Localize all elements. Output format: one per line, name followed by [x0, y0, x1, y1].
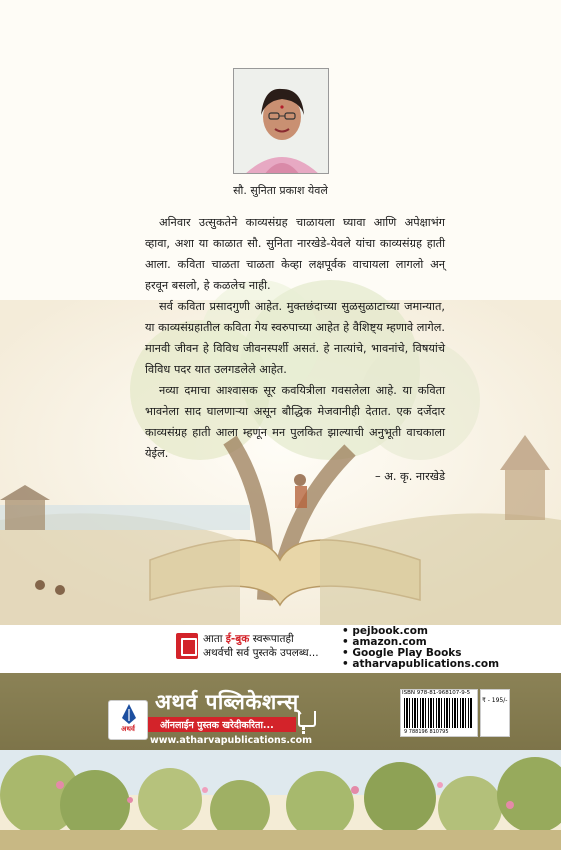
barcode-number: 9 788196 810795	[404, 729, 449, 735]
blurb-signature: – अ. कृ. नारखेडे	[374, 470, 445, 483]
ebook-line2: अथर्वची सर्व पुस्तके उपलब्ध...	[203, 647, 319, 659]
store-link-atharva[interactable]: • atharvapublications.com	[342, 659, 499, 670]
pen-nib-icon	[109, 701, 149, 727]
barcode-icon	[404, 698, 472, 728]
blurb-paragraph-1: अनिवार उत्सुकतेने काव्यसंग्रह चाळायला घ्यावा आणि अपेक्षाभंग व्हावा, अशा या काळात सौ. सुनिता नारखेडे-येवले यांचा काव्यसंग्रह हाती आला. कविता चाळता चाळता केव्हा लक्षपूर्वक वाचायला लागलो अन् हरवून बसलो, हे कळलेच नाही.	[145, 216, 445, 292]
publisher-logo-text: अथर्व	[121, 725, 135, 733]
ebook-availability-text	[203, 632, 319, 660]
blurb-paragraph-3: नव्या दमाचा आश्वासक सूर कवयित्रीला गवसलेला आहे. या कविता भावनेला साद घालणाऱ्या असून बौद्धिक मेजवानीही देतात. एक दर्जेदार काव्यसंग्रह हाती आला म्हणून मन पुलकित झाल्याची अनुभूती वाचकाला येईल.	[145, 384, 445, 460]
ebook-icon	[176, 633, 198, 659]
author-photo-caption: सौ. सुनिता प्रकाश येवले	[233, 184, 328, 197]
back-cover-blurb	[145, 212, 445, 487]
store-link-pejbook[interactable]: • pejbook.com	[342, 626, 499, 637]
store-link-amazon[interactable]: • amazon.com	[342, 637, 499, 648]
price-label: ₹ - 195/-	[482, 697, 508, 704]
shopping-cart-icon	[298, 711, 316, 727]
ebook-line1-prefix: आता	[203, 633, 226, 645]
publisher-url[interactable]: www.atharvapublications.com	[150, 735, 313, 746]
publisher-tagline: ऑनलाईन पुस्तक खरेदीकरिता...	[160, 720, 274, 731]
publisher-logo	[108, 700, 148, 740]
publisher-name: अथर्व पब्लिकेशन्स्	[155, 690, 299, 714]
store-link-google-play[interactable]: • Google Play Books	[342, 648, 499, 659]
ebook-line1-highlight: ई-बुक	[225, 633, 250, 645]
bottom-landscape-illustration	[0, 750, 561, 850]
blurb-paragraph-2: सर्व कविता प्रसादगुणी आहेत. मुक्तछंदाच्या सुळसुळाटाच्या जमान्यात, या काव्यसंग्रहातील कविता गेय स्वरुपाच्या आहेत हे वैशिष्ट्य म्हणावे लागेल. मानवी जीवन हे विविध जीवनस्पर्शी असतं. हे नात्यांचे, भावनांचे, विषयांचे विविध पदर यात उलगडलेले आहेत.	[145, 300, 445, 376]
store-list	[342, 626, 499, 670]
ebook-line1-suffix: स्वरूपातही	[249, 633, 294, 645]
author-photo	[233, 68, 329, 174]
author-portrait-image	[234, 69, 329, 174]
isbn-text: ISBN 978-81-968107-9-5	[402, 690, 471, 696]
